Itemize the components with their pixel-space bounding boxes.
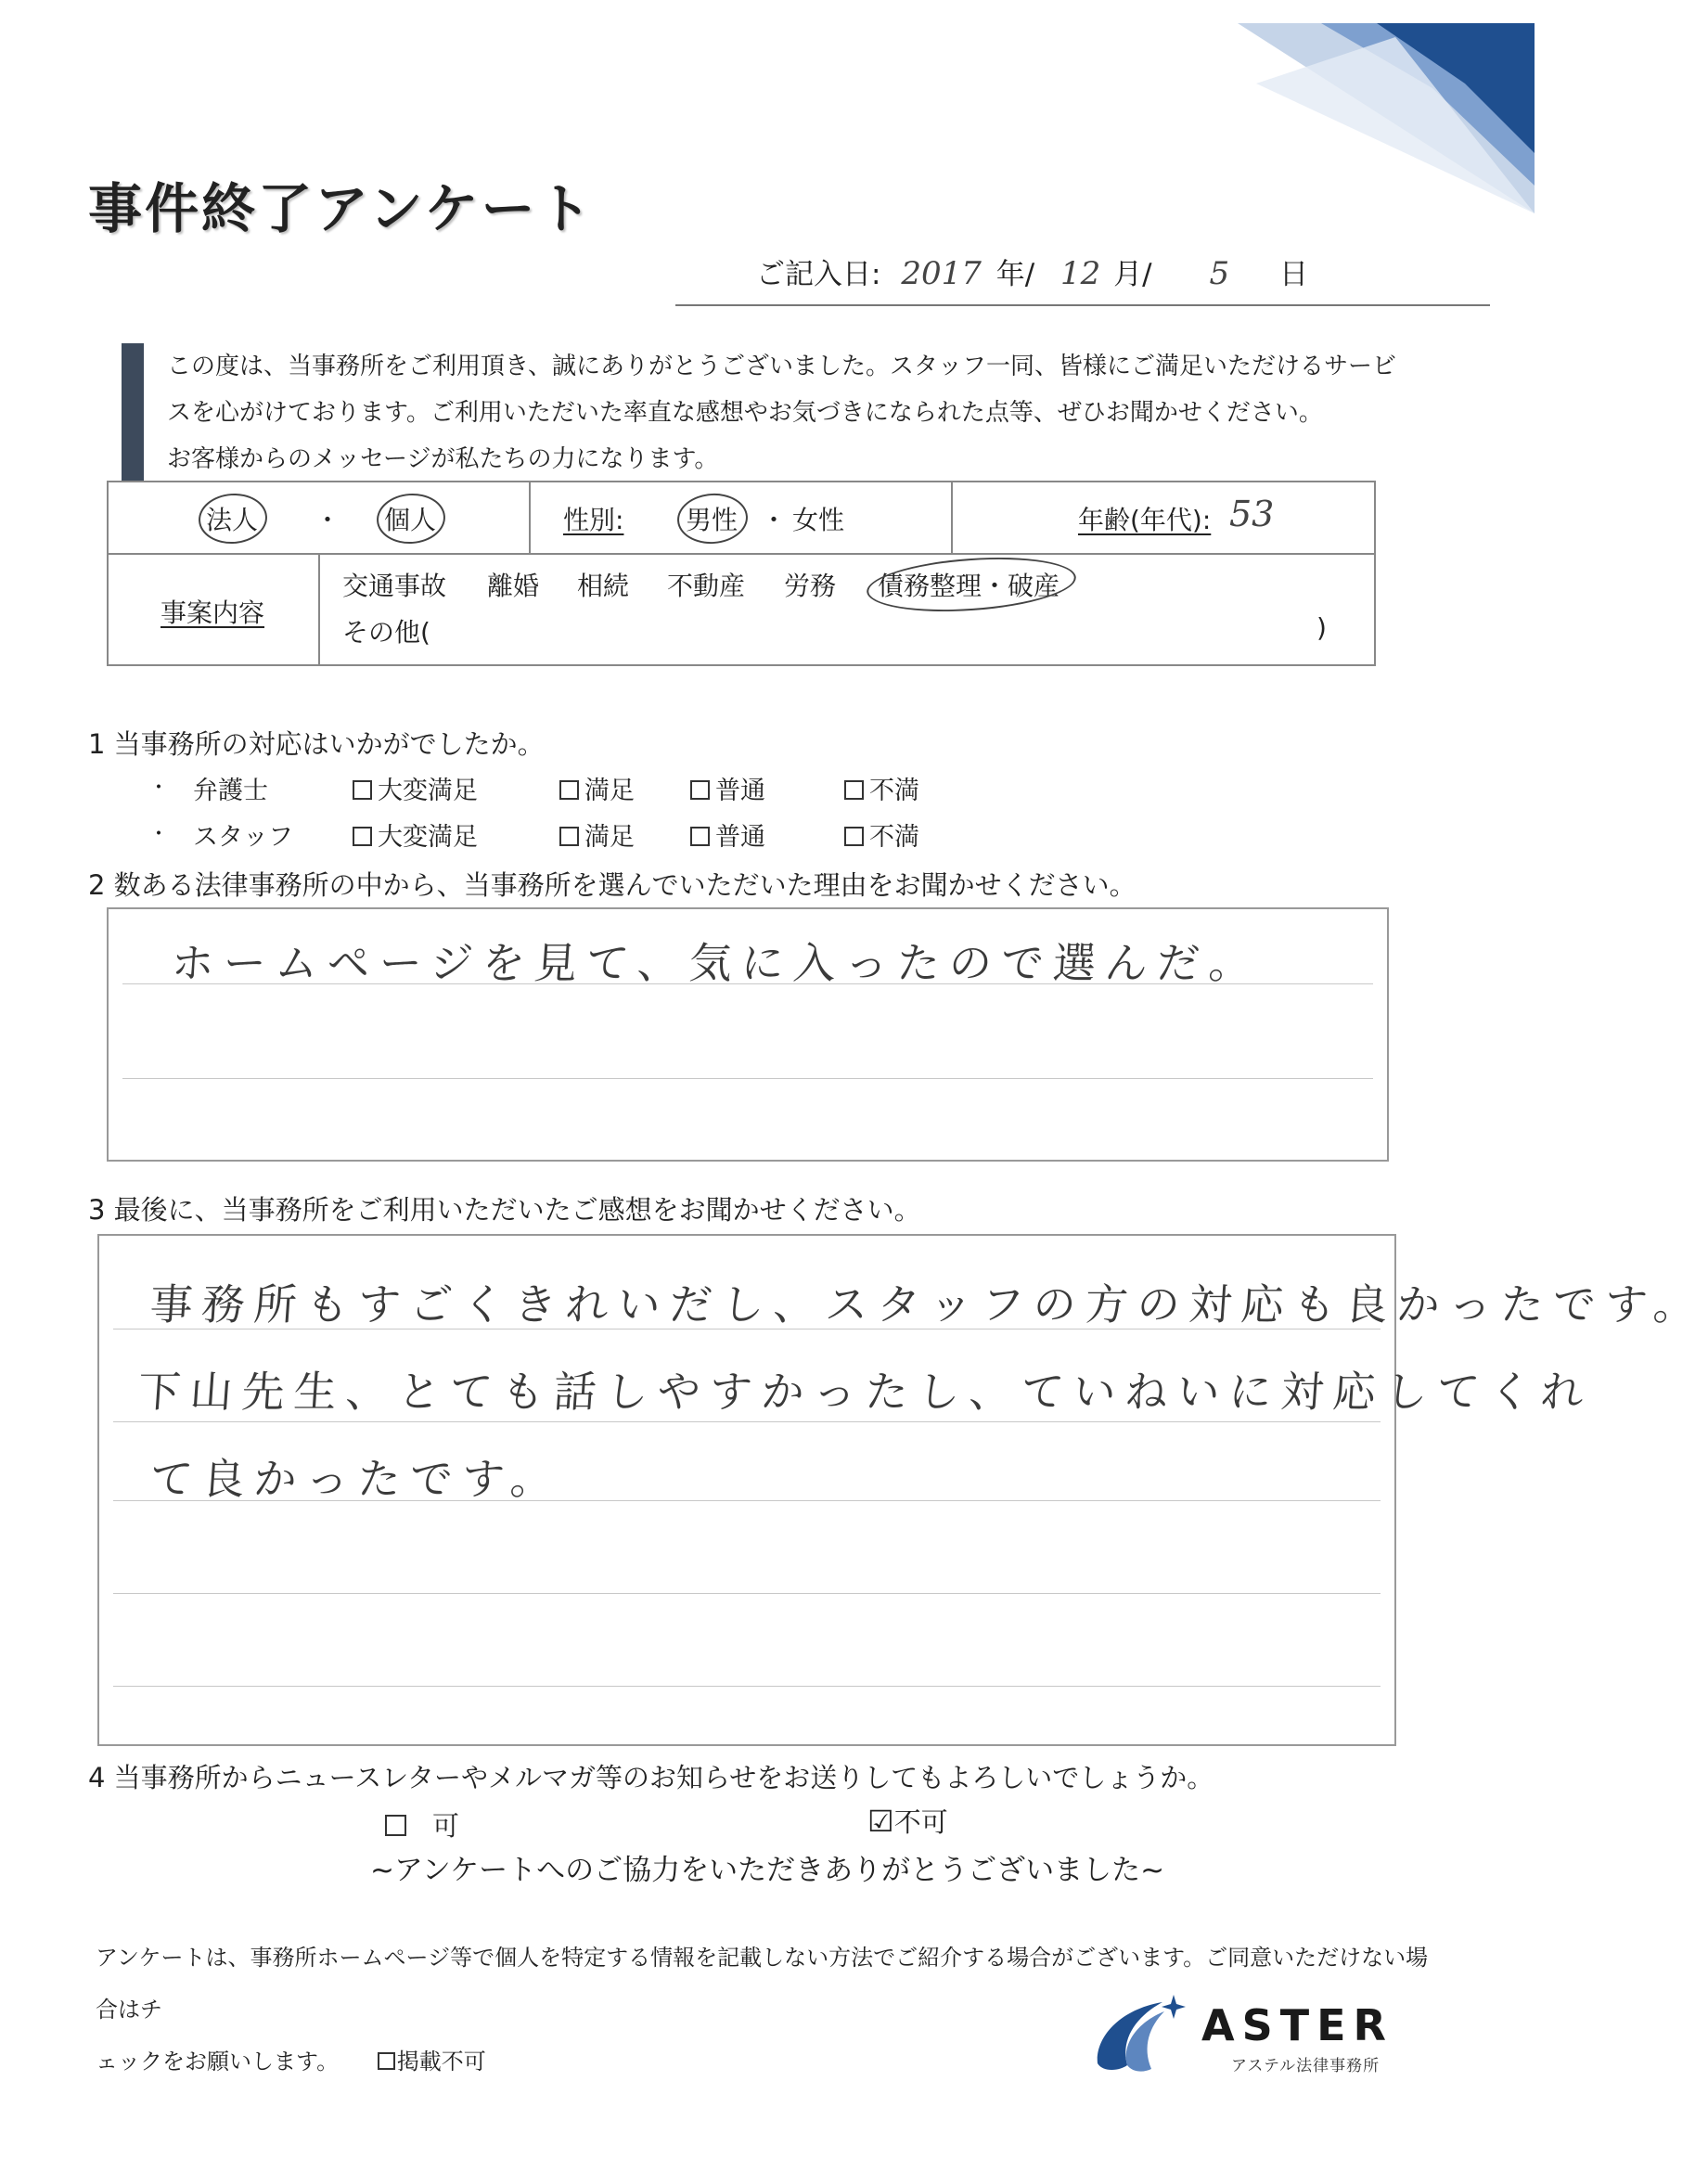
intro-text	[167, 343, 1410, 482]
corp-option[interactable]: 法人	[206, 505, 259, 535]
q1-lawyer-dissatisfied[interactable]	[844, 770, 919, 806]
option-label: 不満	[869, 777, 919, 805]
q1-row-label: スタッフ	[193, 823, 293, 852]
q3-title: 3 最後に、当事務所をご利用いただいたご感想をお聞かせください。	[88, 1194, 921, 1226]
checkbox[interactable]	[559, 827, 579, 846]
info-row-case	[109, 555, 1374, 664]
q1-lawyer-neutral[interactable]	[690, 770, 765, 806]
option-label: 可	[432, 1810, 460, 1842]
option-label: 大変満足	[378, 823, 478, 852]
q4-title: 4 当事務所からニュースレターやメルマガ等のお知らせをお送りしてもよろしいでしょうか。	[88, 1762, 1214, 1793]
answer-rule	[113, 1686, 1381, 1687]
individual-option[interactable]: 個人	[384, 505, 437, 535]
month-unit: 月/	[1113, 258, 1152, 291]
logo-subtitle: アステル法律事務所	[1231, 2057, 1381, 2075]
case-real-estate[interactable]: 不動産	[667, 571, 746, 601]
option-label: 大変満足	[378, 777, 478, 805]
date-row	[756, 250, 1308, 292]
case-other-close: )	[1316, 612, 1327, 643]
q2-answer-box[interactable]	[107, 907, 1389, 1162]
case-labor[interactable]: 労務	[784, 571, 837, 601]
age-cell	[953, 482, 1374, 553]
checkbox[interactable]	[378, 2052, 395, 2070]
q3-answer-line: 下山先生、とても話しやすかったし、ていねいに対応してくれ	[135, 1367, 1595, 1417]
gender-cell	[531, 482, 953, 553]
case-inheritance[interactable]: 相続	[577, 571, 630, 601]
checkbox[interactable]	[385, 1815, 406, 1836]
corner-decoration	[1219, 0, 1535, 223]
type-separator: ・	[315, 505, 341, 535]
selection-circle	[865, 551, 1077, 618]
gender-separator: ・	[761, 505, 788, 535]
checkbox[interactable]	[690, 780, 710, 800]
checkbox[interactable]	[844, 827, 864, 846]
q4-option-yes[interactable]	[385, 1805, 459, 1843]
client-type-cell	[109, 482, 531, 553]
note-line: アンケートは、事務所ホームページ等で個人を特定する情報を記載しない方法でご紹介する場合がございます。ご同意いただけない場合はチ	[96, 1945, 1429, 2023]
gender-label: 性別:	[563, 505, 624, 535]
checked-checkbox[interactable]: ☑	[867, 1804, 894, 1839]
checkbox[interactable]	[844, 780, 864, 800]
date-underline	[675, 304, 1490, 306]
date-day: 5	[1209, 255, 1230, 292]
option-label: 不満	[869, 823, 919, 852]
intro-line: この度は、当事務所をご利用頂き、誠にありがとうございました。スタッフ一同、皆様にご満足いただけるサービ	[167, 353, 1396, 380]
option-label: 普通	[715, 777, 765, 805]
year-unit: 年/	[995, 258, 1035, 291]
thanks-message: ~アンケートへのご協力をいただきありがとうございました~	[369, 1854, 1165, 1887]
intro-line: お客様からのメッセージが私たちの力になります。	[167, 445, 719, 473]
case-other-label[interactable]: その他(	[342, 617, 430, 648]
option-label: 満足	[584, 777, 635, 805]
answer-rule	[113, 1593, 1381, 1594]
checkbox[interactable]	[353, 780, 372, 800]
answer-rule	[113, 1421, 1381, 1422]
q1-row-label: 弁護士	[193, 777, 268, 805]
day-unit: 日	[1278, 258, 1308, 291]
q1-lawyer-satisfied[interactable]	[559, 770, 635, 806]
q1-title: 1 当事務所の対応はいかがでしたか。	[88, 728, 545, 760]
aster-logo	[1090, 1991, 1396, 2080]
bullet: ・	[148, 823, 170, 846]
male-option[interactable]: 男性	[686, 505, 738, 535]
checkbox[interactable]	[559, 780, 579, 800]
case-label: 事案内容	[161, 597, 265, 628]
option-label: 普通	[715, 823, 765, 852]
option-label: 掲載不可	[396, 2049, 486, 2075]
case-divorce[interactable]: 離婚	[487, 571, 540, 601]
date-month: 12	[1060, 255, 1101, 292]
aster-logo-mark-icon	[1090, 1991, 1192, 2080]
bullet: ・	[148, 777, 170, 800]
logo-wordmark: ASTER	[1201, 2000, 1393, 2050]
checkbox[interactable]	[353, 827, 372, 846]
age-value[interactable]: 53	[1229, 494, 1275, 534]
q3-answer-box[interactable]	[97, 1234, 1708, 1746]
q1-lawyer-very-satisfied[interactable]	[353, 770, 478, 806]
date-label: ご記入日:	[756, 258, 881, 291]
q1-staff-dissatisfied[interactable]	[844, 816, 919, 853]
intro-line: スを心がけております。ご利用いただいた率直な感想やお気づきになられた点等、ぜひお聞かせください。	[167, 399, 1323, 427]
q4-option-no[interactable]	[867, 1802, 948, 1840]
intro-accent-bar	[122, 343, 144, 482]
info-row-basic	[109, 482, 1374, 555]
age-label: 年齢(年代):	[1078, 505, 1212, 535]
note-text: ェックをお願いします。	[96, 2049, 340, 2075]
page-title: 事件終了アンケート	[88, 177, 595, 240]
checkbox[interactable]	[690, 827, 710, 846]
answer-rule	[122, 1078, 1373, 1079]
q1-staff-neutral[interactable]	[690, 816, 765, 853]
case-debt-bankruptcy[interactable]: 債務整理・破産	[878, 571, 1060, 601]
case-label-cell	[109, 555, 320, 664]
q1-staff-satisfied[interactable]	[559, 816, 635, 853]
option-label: 満足	[584, 823, 635, 852]
date-year: 2017	[901, 255, 982, 292]
q1-staff-very-satisfied[interactable]	[353, 816, 478, 853]
female-option[interactable]: 女性	[792, 505, 845, 535]
q2-title: 2 数ある法律事務所の中から、当事務所を選んでいただいた理由をお聞かせください。	[88, 869, 1137, 901]
no-publish-option[interactable]	[378, 2049, 486, 2075]
option-label: 不可	[893, 1806, 948, 1838]
q2-answer-text: ホームページを見て、気に入ったので選んだ。	[169, 938, 1263, 988]
info-table	[107, 481, 1376, 666]
q3-answer-line: 事務所もすごくきれいだし、スタッフの方の対応も良かったです。	[148, 1279, 1708, 1330]
case-traffic[interactable]: 交通事故	[342, 571, 447, 601]
q3-answer-line: て良かったです。	[148, 1454, 565, 1504]
